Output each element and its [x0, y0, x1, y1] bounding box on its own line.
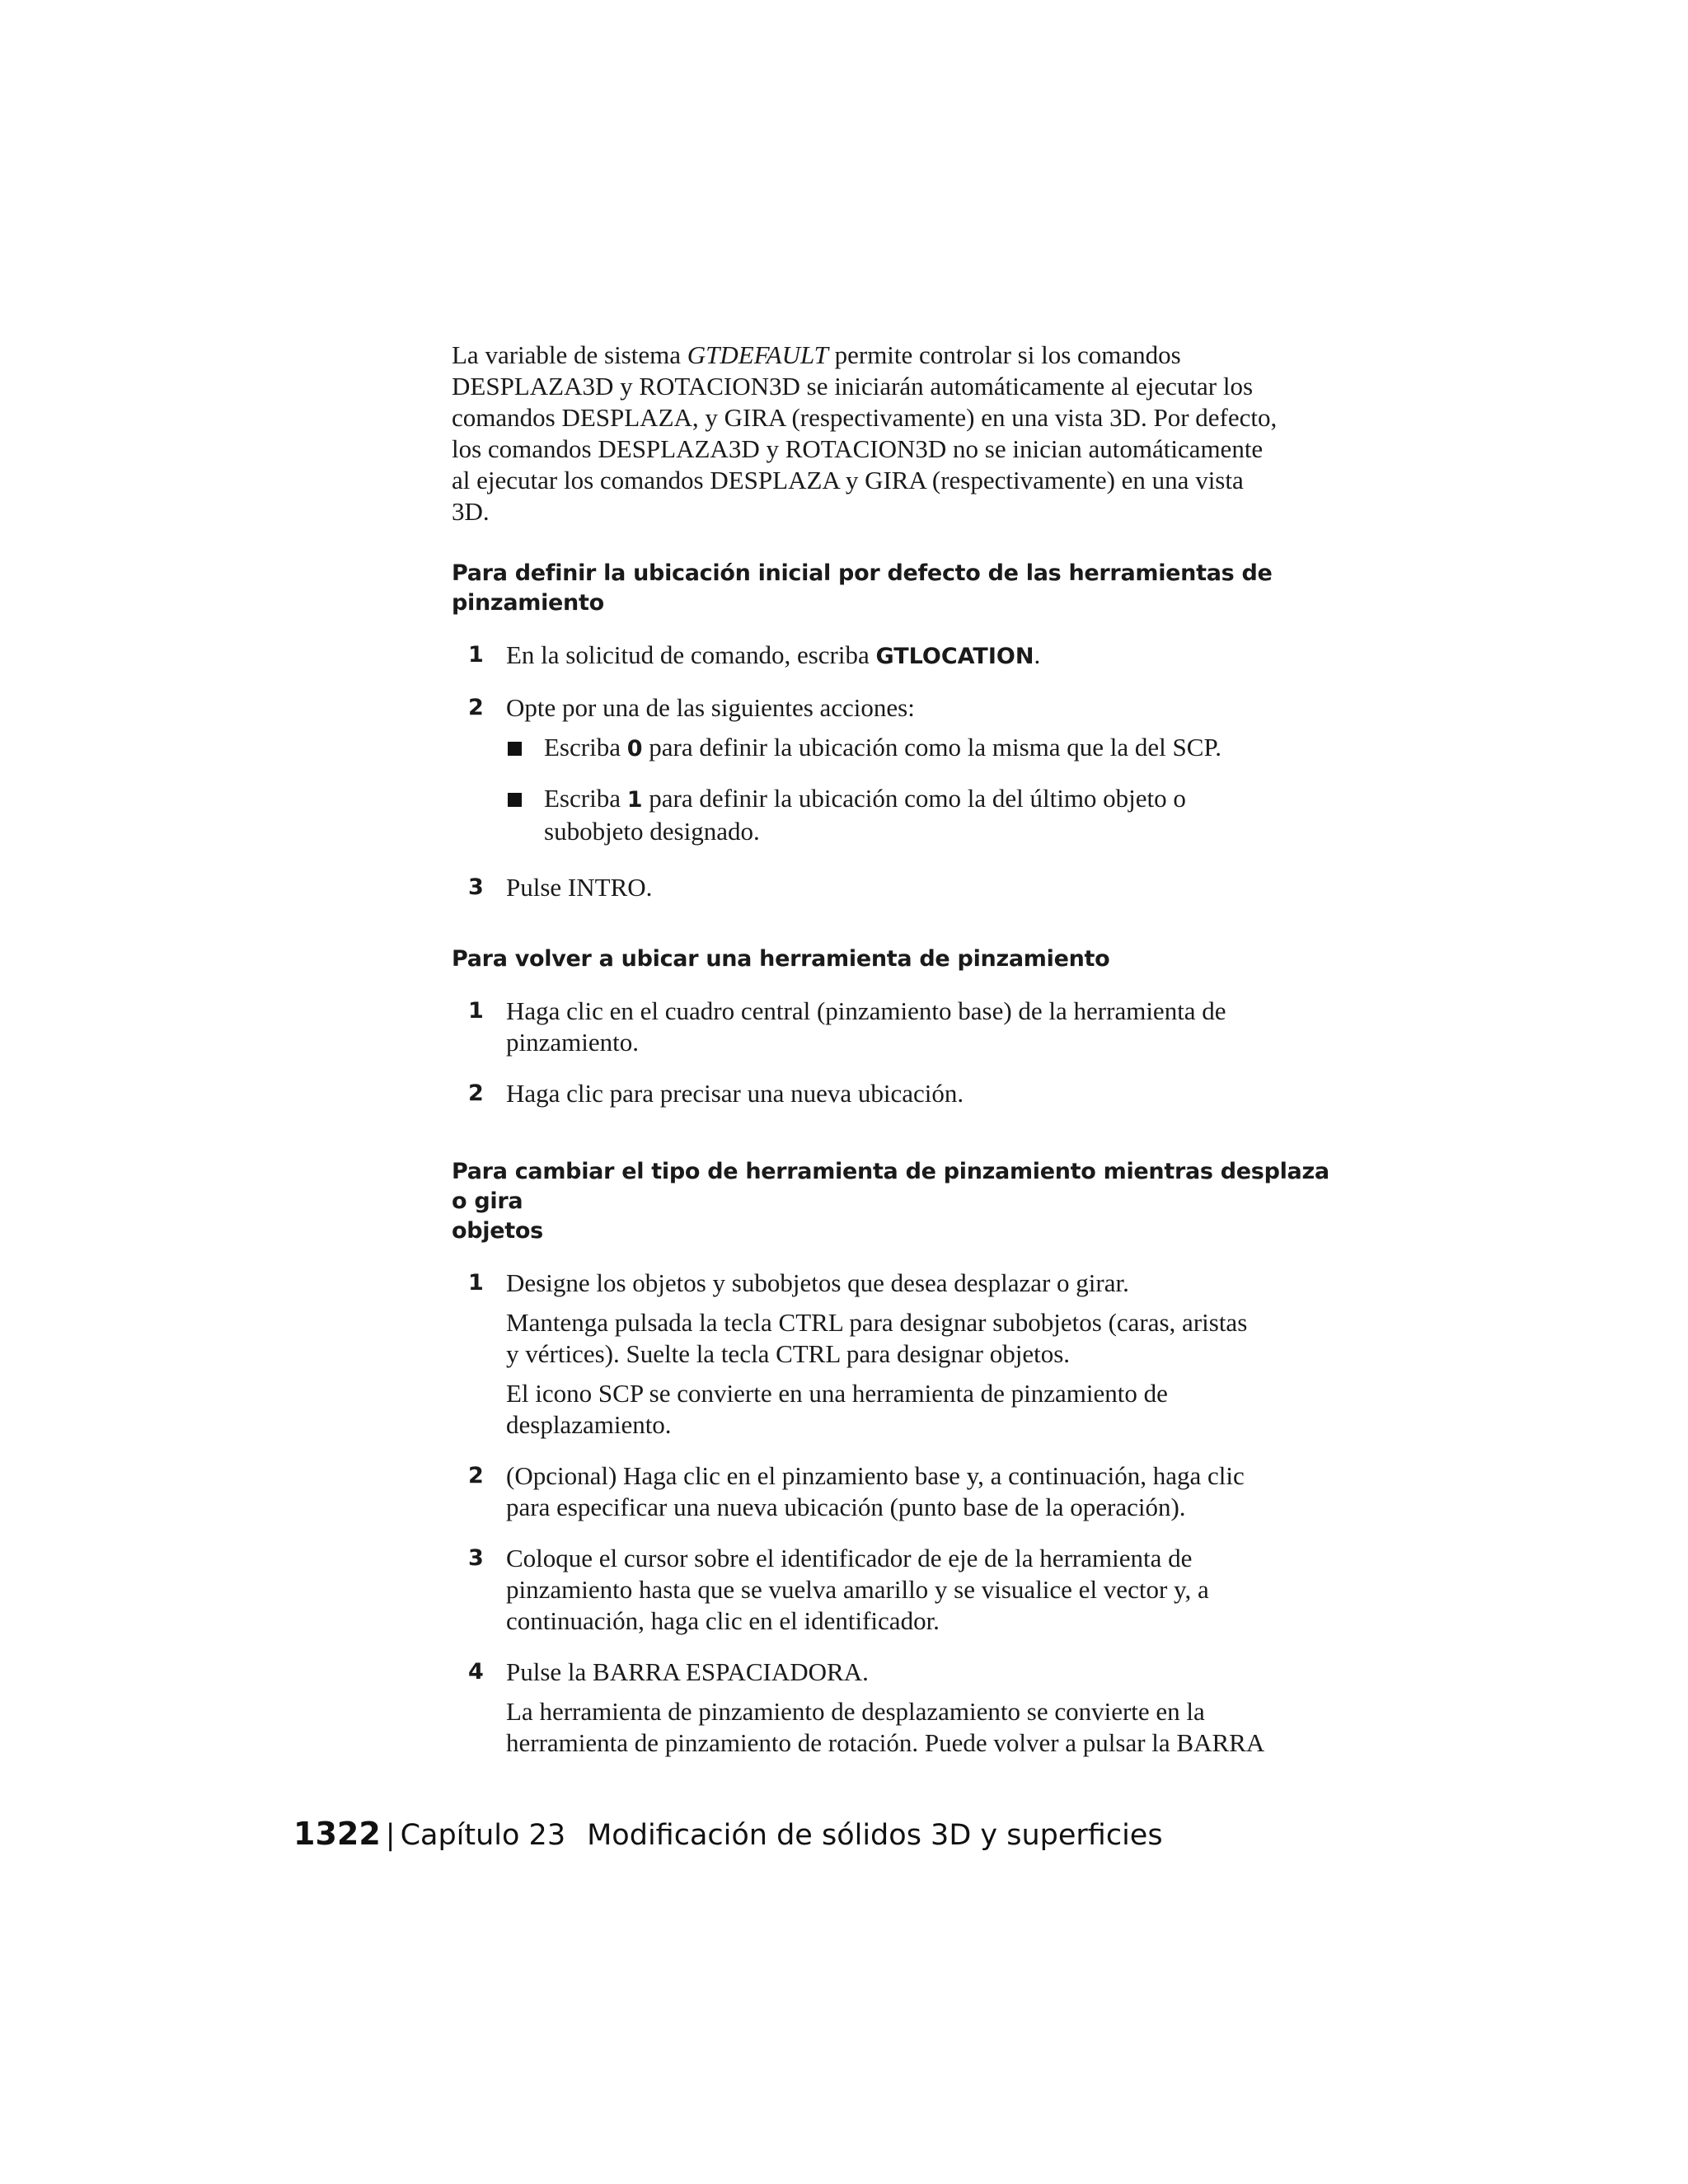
step-text: Pulse la BARRA ESPACIADORA.: [506, 1657, 869, 1686]
step-text: Opte por una de las siguientes acciones:: [506, 693, 915, 722]
step-text: En la solicitud de comando, escriba: [506, 640, 876, 669]
heading-text: Para cambiar el tipo de herramienta de pinzamiento mientras desplaza o gira: [452, 1159, 1329, 1214]
step-item: [452, 1078, 1334, 1109]
step-text: Coloque el cursor sobre el identificador de eje de la herramienta de: [506, 1544, 1193, 1572]
procedure-heading: [452, 1157, 1334, 1246]
intro-line: comandos DESPLAZA, y GIRA (respectivamente) en una vista 3D. Por defecto,: [452, 403, 1278, 432]
procedure-heading: Para volver a ubicar una herramienta de pinzamiento: [452, 946, 1110, 972]
footer-separator: |: [385, 1819, 396, 1852]
step-item: [452, 1268, 1334, 1441]
command-keyword: GTLOCATION: [875, 644, 1034, 669]
option-text: para definir la ubicación como la misma que la del SCP.: [642, 733, 1221, 762]
step-number: 2: [468, 695, 484, 720]
procedure-heading: Para definir la ubicación inicial por defecto de las herramientas de pinzamiento: [452, 560, 1273, 616]
chapter-title: Modificación de sólidos 3D y superficies: [587, 1819, 1163, 1852]
intro-line: DESPLAZA3D y ROTACION3D se iniciarán automáticamente al ejecutar los: [452, 372, 1254, 401]
step-note: Mantenga pulsada la tecla CTRL para designar subobjetos (caras, aristas y vértices). Suelte la tecla CTRL para designar objetos.: [506, 1308, 1248, 1368]
page-content: [452, 340, 1334, 1759]
step-item: [452, 692, 1334, 847]
step-text: pinzamiento hasta que se vuelva amarillo y se visualice el vector y, a: [506, 1575, 1209, 1604]
intro-line: al ejecutar los comandos DESPLAZA y GIRA (respectivamente) en una vista: [452, 466, 1244, 494]
step-number: 1: [468, 998, 484, 1024]
option-list: [506, 732, 1334, 847]
step-item: [452, 640, 1334, 673]
step-text: para especificar una nueva ubicación (punto base de la operación).: [506, 1493, 1186, 1521]
system-variable-name: GTDEFAULT: [687, 340, 828, 369]
page-number: 1322: [293, 1816, 381, 1852]
step-number: 3: [468, 1545, 484, 1571]
step-number: 3: [468, 874, 484, 900]
step-text: continuación, haga clic en el identificador.: [506, 1606, 940, 1635]
step-number: 2: [468, 1463, 484, 1488]
intro-line: [452, 340, 1334, 371]
step-text: pinzamiento.: [506, 1028, 639, 1057]
intro-text: La variable de sistema: [452, 340, 687, 369]
step-number: 1: [468, 1270, 484, 1296]
option-item: [506, 783, 1334, 847]
chapter-label: Capítulo 23: [400, 1819, 566, 1852]
intro-line: 3D.: [452, 497, 490, 526]
step-item: [452, 996, 1334, 1058]
step-note: La herramienta de pinzamiento de desplazamiento se convierte en la herramienta de pinzamiento de rotación. Puede volver a pulsar la BARRA: [506, 1697, 1265, 1757]
step-item: [452, 1657, 1334, 1759]
step-text: Haga clic en el cuadro central (pinzamiento base) de la herramienta de: [506, 996, 1226, 1025]
option-text: subobjeto designado.: [544, 817, 760, 846]
procedure-steps: [452, 640, 1334, 903]
bullet-square-icon: [508, 793, 522, 807]
step-number: 4: [468, 1659, 484, 1685]
procedure-steps: [452, 1268, 1334, 1759]
step-item: [452, 872, 1334, 903]
option-value: 0: [626, 736, 643, 762]
option-item: [506, 732, 1334, 765]
bullet-square-icon: [508, 742, 522, 756]
step-item: [452, 1543, 1334, 1637]
step-text: Pulse INTRO.: [506, 873, 653, 902]
step-number: 2: [468, 1080, 484, 1106]
step-item: [452, 1460, 1334, 1523]
step-text: Designe los objetos y subobjetos que desea desplazar o girar.: [506, 1268, 1129, 1297]
intro-text: permite controlar si los comandos: [828, 340, 1181, 369]
option-text: Escriba: [544, 733, 627, 762]
option-text: para definir la ubicación como la del último objeto o: [642, 784, 1186, 813]
step-number: 1: [468, 642, 484, 668]
option-value: 1: [626, 787, 643, 813]
intro-line: los comandos DESPLAZA3D y ROTACION3D no se inician automáticamente: [452, 434, 1264, 463]
option-text: Escriba: [544, 784, 627, 813]
step-note: El icono SCP se convierte en una herramienta de pinzamiento de desplazamiento.: [506, 1379, 1168, 1439]
step-text: (Opcional) Haga clic en el pinzamiento base y, a continuación, haga clic: [506, 1461, 1245, 1490]
procedure-steps: [452, 996, 1334, 1109]
step-text: Haga clic para precisar una nueva ubicación.: [506, 1079, 964, 1108]
step-text: .: [1034, 640, 1041, 669]
page-footer: [293, 1813, 1163, 1856]
intro-paragraph: [452, 340, 1334, 527]
heading-text: objetos: [452, 1218, 543, 1244]
